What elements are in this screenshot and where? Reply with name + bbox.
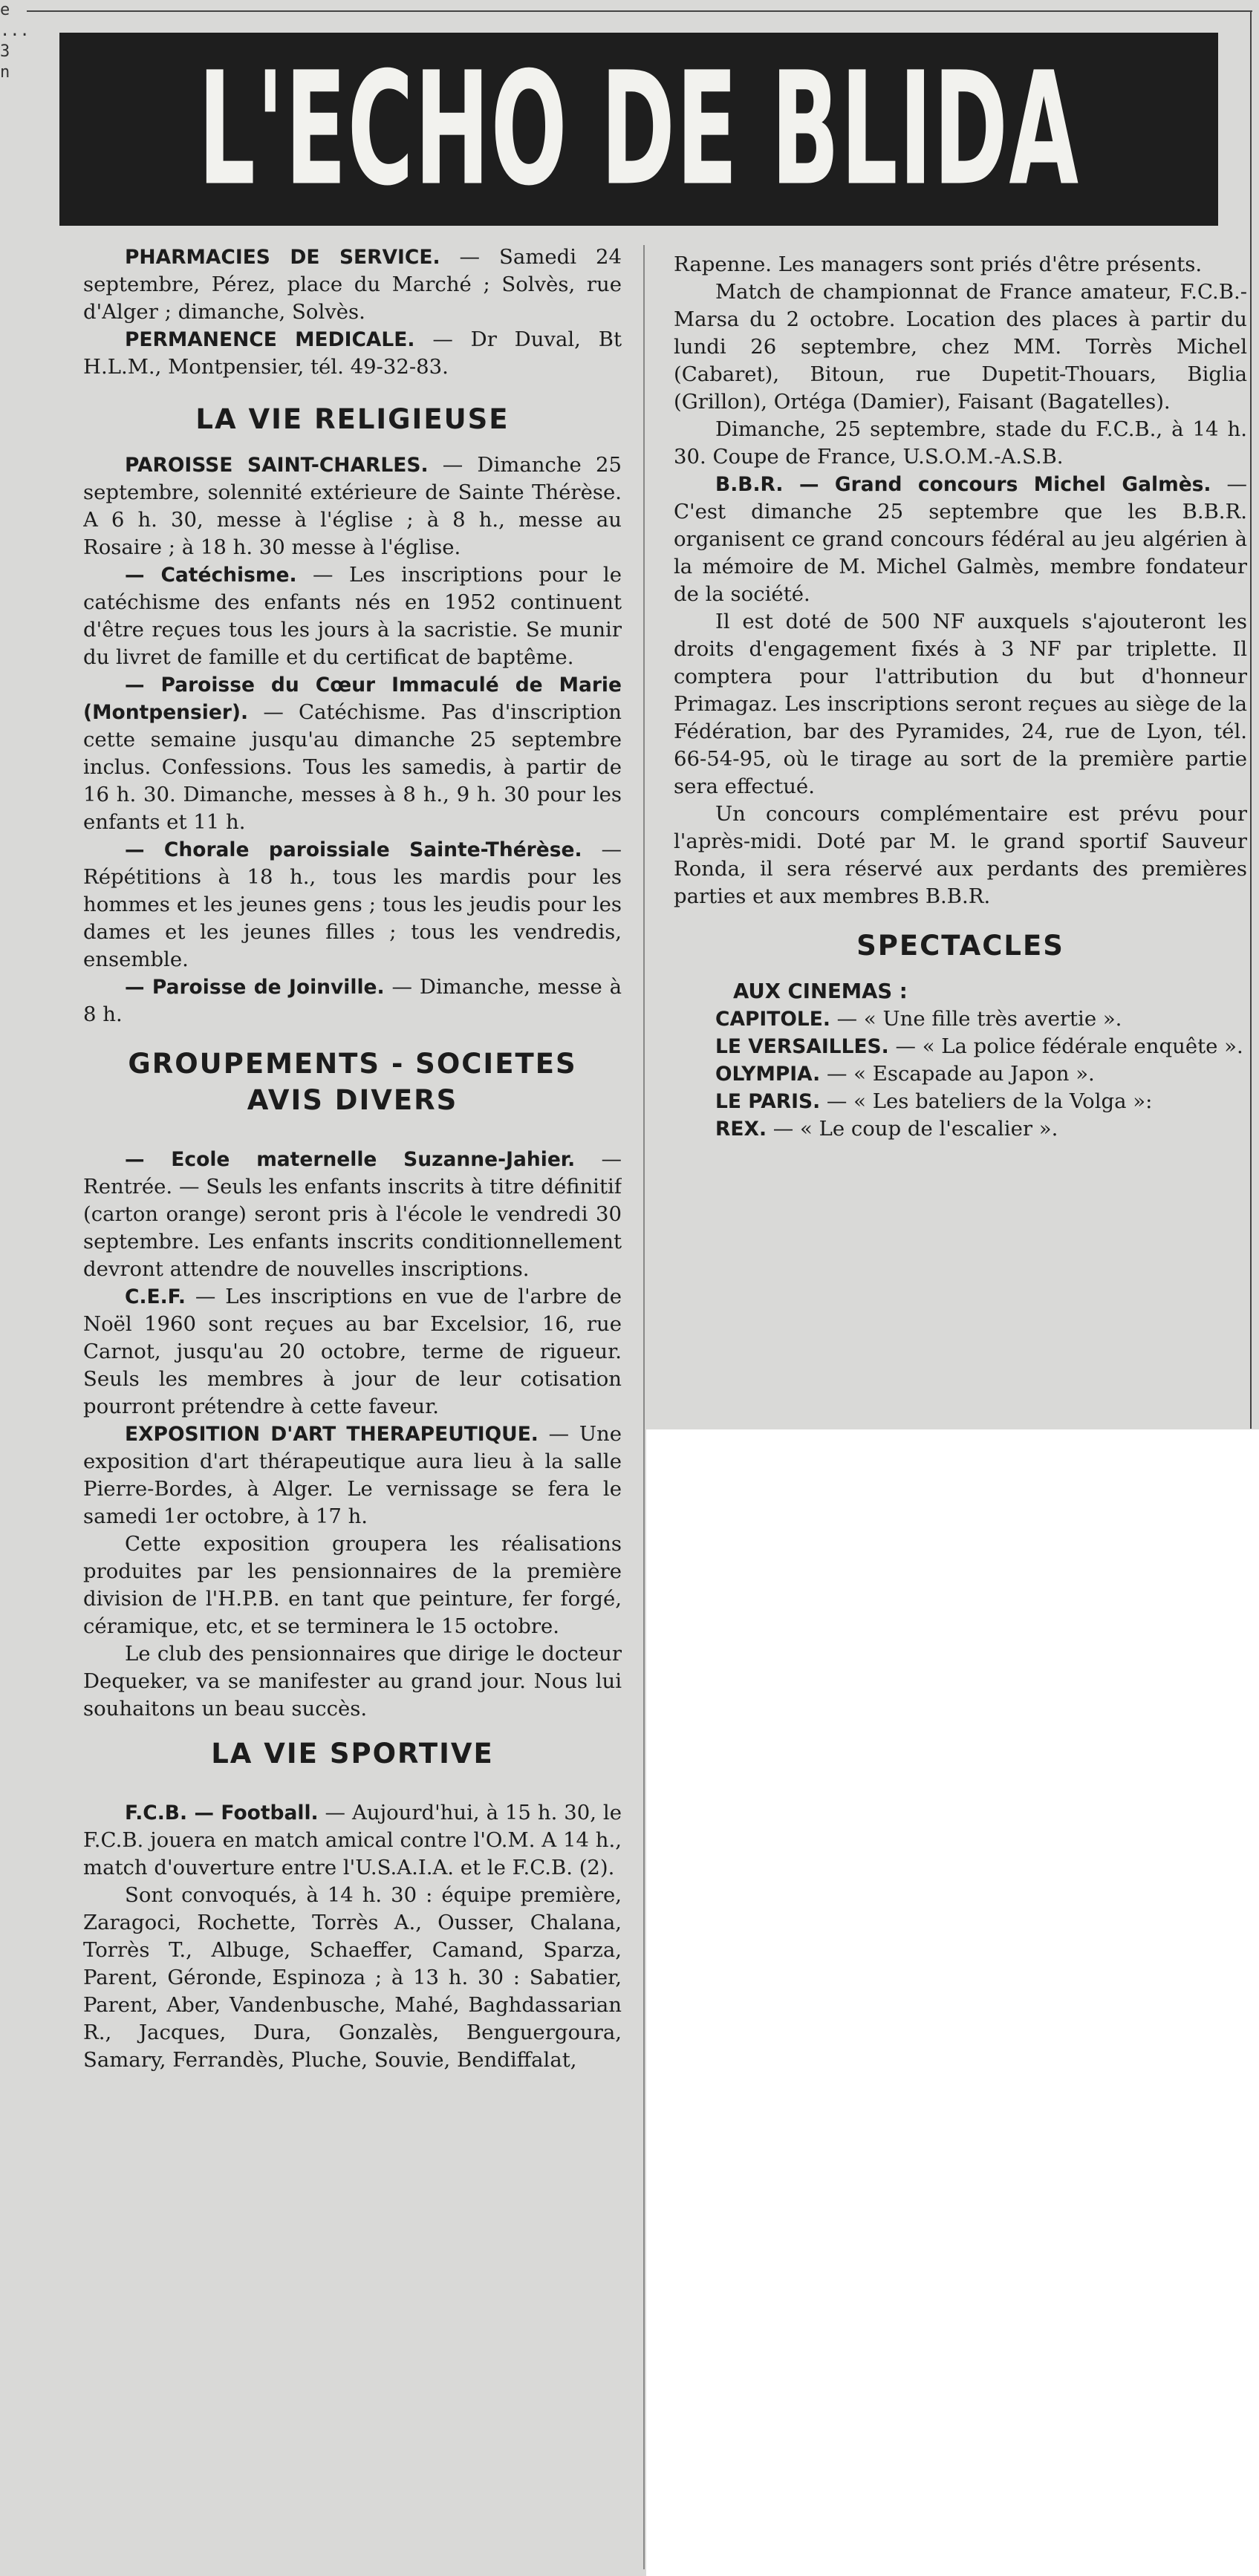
- capitole-text: — « Une fille très avertie ».: [830, 1007, 1122, 1031]
- heading-spectacles: SPECTACLES: [856, 930, 1064, 962]
- right-column: [674, 251, 1247, 1424]
- heading-groupements: GROUPEMENTS - SOCIETES: [128, 1048, 577, 1080]
- blank-area: [646, 1429, 1259, 2576]
- rapenne-paragraph: Rapenne. Les managers sont priés d'être présents.: [674, 252, 1203, 276]
- versailles-listing: [674, 1033, 1247, 1060]
- permanence-lead: PERMANENCE MEDICALE.: [125, 328, 415, 351]
- coeur-immacule-text: — Catéchisme. Pas d'inscription cette semaine jusqu'au dimanche 25 septembre inclus. Confessions. Tous les samedis, à partir de 16 h. 30. Dimanche, messes à 8 h., 9 h. 30 pour les enfants et 11 h.: [83, 700, 622, 834]
- exposition-paragraph-2: Cette exposition groupera les réalisations produites par les pensionnaires de la première division de l'H.P.B. en tant que peinture, fer forgé, céramique, etc, et se terminera le 15 octobre.: [83, 1532, 622, 1638]
- olympia-lead: OLYMPIA.: [715, 1063, 821, 1086]
- bbr-notice: [674, 471, 1247, 608]
- olympia-listing: [674, 1060, 1247, 1088]
- saint-charles-notice: [83, 451, 622, 561]
- permanence-notice: [83, 326, 622, 381]
- exposition-paragraph-3: Le club des pensionnaires que dirige le docteur Dequeker, va se manifester au grand jour. Nous lui souhaitons un beau succès.: [83, 1642, 622, 1721]
- bbr-lead: B.B.R. — Grand concours Michel Galmès.: [715, 473, 1211, 496]
- masthead: [59, 33, 1218, 226]
- column-rule: [643, 245, 645, 2569]
- saint-charles-lead: PAROISSE SAINT-CHARLES.: [125, 454, 429, 477]
- exposition-notice: [83, 1421, 622, 1530]
- joinville-text: — Dimanche, messe à 8 h.: [83, 975, 622, 1026]
- cef-lead: C.E.F.: [125, 1285, 186, 1308]
- convoques-paragraph: Sont convoqués, à 14 h. 30 : équipe première, Zaragoci, Rochette, Torrès A., Ousser, Chalana, Torrès T., Albuge, Schaeffer, Camand, Sparza, Parent, Géronde, Espinoza ; à 13 h. 30 : Sabatier, Parent, Aber, Vandenbusche, Mahé, Baghdassarian R., Jacques, Dura, Gonzalès, Benguergoura, Samary, Ferrandès, Pluche, Souvie, Bendiffalat,: [83, 1883, 622, 2072]
- concours-complementaire-paragraph: Un concours complémentaire est prévu pour l'après-midi. Doté par M. le grand sportif Sauveur Ronda, il sera réservé aux perdants des premières parties et aux membres B.B.R.: [674, 802, 1247, 908]
- ecole-notice: [83, 1146, 622, 1283]
- cinemas-subheading: AUX CINEMAS :: [733, 979, 908, 1003]
- paris-lead: LE PARIS.: [715, 1090, 821, 1113]
- versailles-lead: LE VERSAILLES.: [715, 1035, 889, 1058]
- capitole-listing: [674, 1005, 1247, 1033]
- rex-lead: REX.: [715, 1118, 767, 1141]
- cef-text: — Les inscriptions en vue de l'arbre de Noël 1960 sont reçues au bar Excelsior, 16, rue Carnot, jusqu'au 20 octobre, terme de rigueur. Seuls les membres à jour de leur cotisation pourront prétendre à cette faveur.: [83, 1285, 622, 1418]
- cef-notice: [83, 1283, 622, 1421]
- coeur-immacule-notice: [83, 671, 622, 836]
- catechisme-text: — Les inscriptions pour le catéchisme des enfants nés en 1952 continuent d'être reçues tous les jours à la sacristie. Se munir du livret de famille et du certificat de baptême.: [83, 563, 622, 669]
- ecole-text: — Rentrée. — Seuls les enfants inscrits à titre définitif (carton orange) seront pris à l'école le vendredi 30 septembre. Les enfants inscrits conditionnellement devront attendre de nouvelles inscriptions.: [83, 1147, 622, 1281]
- exposition-text: — Une exposition d'art thérapeutique aura lieu à la salle Pierre-Bordes, à Alger. Le vernissage se fera le samedi 1er octobre, à 17 h.: [83, 1422, 622, 1528]
- heading-vie-sportive: LA VIE SPORTIVE: [211, 1738, 494, 1770]
- joinville-lead: — Paroisse de Joinville.: [125, 976, 385, 999]
- left-column: [83, 244, 622, 2568]
- rex-listing: [674, 1115, 1247, 1143]
- fcb-lead: F.C.B. — Football.: [125, 1801, 319, 1825]
- joinville-notice: [83, 974, 622, 1028]
- catechisme-lead: — Catéchisme.: [125, 564, 297, 587]
- paris-listing: [674, 1088, 1247, 1115]
- fcb-text: — Aujourd'hui, à 15 h. 30, le F.C.B. jouera en match amical contre l'O.M. A 14 h., match d'ouverture entre l'U.S.A.I.A. et le F.C.B. (2).: [83, 1801, 622, 1879]
- frame-right-rule: [1250, 10, 1252, 1429]
- chorale-notice: [83, 836, 622, 974]
- masthead-title: L'ECHO DE BLIDA: [198, 38, 1080, 221]
- fcb-notice: [83, 1799, 622, 1882]
- exposition-lead: EXPOSITION D'ART THERAPEUTIQUE.: [125, 1423, 539, 1446]
- permanence-text: — Dr Duval, Bt H.L.M., Montpensier, tél. 49-32-83.: [83, 327, 622, 379]
- ecole-lead: — Ecole maternelle Suzanne-Jahier.: [125, 1148, 576, 1171]
- pharmacies-lead: PHARMACIES DE SERVICE.: [125, 246, 440, 269]
- dimanche-paragraph: Dimanche, 25 septembre, stade du F.C.B., à 14 h. 30. Coupe de France, U.S.O.M.-A.S.B.: [674, 417, 1247, 469]
- olympia-text: — « Escapade au Japon ».: [820, 1062, 1095, 1086]
- capitole-lead: CAPITOLE.: [715, 1008, 830, 1031]
- chorale-text: — Répétitions à 18 h., tous les mardis pour les hommes et les jeunes gens ; tous les jeudis pour les dames et les jeunes filles ; tous les vendredis, ensemble.: [83, 838, 622, 971]
- dotation-paragraph: Il est doté de 500 NF auxquels s'ajouteront les droits d'engagement fixés à 3 NF par triplette. Il comptera pour l'attribution du but d'honneur Primagaz. Les inscriptions seront reçues au siège de la Fédération, bar des Pyramides, 24, rue de Lyon, tél. 66-54-95, où le tirage au sort de la première partie sera effectué.: [674, 610, 1247, 798]
- pharmacies-notice: [83, 244, 622, 326]
- coeur-immacule-lead: — Paroisse du Cœur Immaculé de Marie (Montpensier).: [83, 674, 622, 724]
- saint-charles-text: — Dimanche 25 septembre, solennité extérieure de Sainte Thérèse. A 6 h. 30, messe à l'église ; à 8 h., messe au Rosaire ; à 18 h. 30 messe à l'église.: [83, 453, 622, 559]
- match-paragraph: Match de championnat de France amateur, F.C.B.-Marsa du 2 octobre. Location des places à partir du lundi 26 septembre, chez MM. Torrès Michel (Cabaret), Bitoun, rue Dupetit-Thouars, Biglia (Grillon), Ortéga (Damier), Faisant (Bagatelles).: [674, 280, 1247, 414]
- bbr-text: — C'est dimanche 25 septembre que les B.B.R. organisent ce grand concours fédéral au jeu algérien à la mémoire de M. Michel Galmès, membre fondateur de la société.: [674, 472, 1247, 606]
- versailles-text: — « La police fédérale enquête ».: [888, 1034, 1243, 1058]
- heading-vie-religieuse: LA VIE RELIGIEUSE: [195, 403, 510, 435]
- catechisme-notice: [83, 561, 622, 671]
- frame-top-rule: [27, 10, 1252, 12]
- rex-text: — « Le coup de l'escalier ».: [767, 1117, 1058, 1141]
- paris-text: — « Les bateliers de la Volga »:: [820, 1089, 1153, 1113]
- pharmacies-text: — Samedi 24 septembre, Pérez, place du Marché ; Solvès, rue d'Alger ; dimanche, Solvès.: [83, 245, 622, 324]
- chorale-lead: — Chorale paroissiale Sainte-Thérèse.: [125, 838, 582, 861]
- heading-avis-divers: AVIS DIVERS: [247, 1084, 458, 1116]
- edge-marks: e ... 3 n: [0, 1, 30, 82]
